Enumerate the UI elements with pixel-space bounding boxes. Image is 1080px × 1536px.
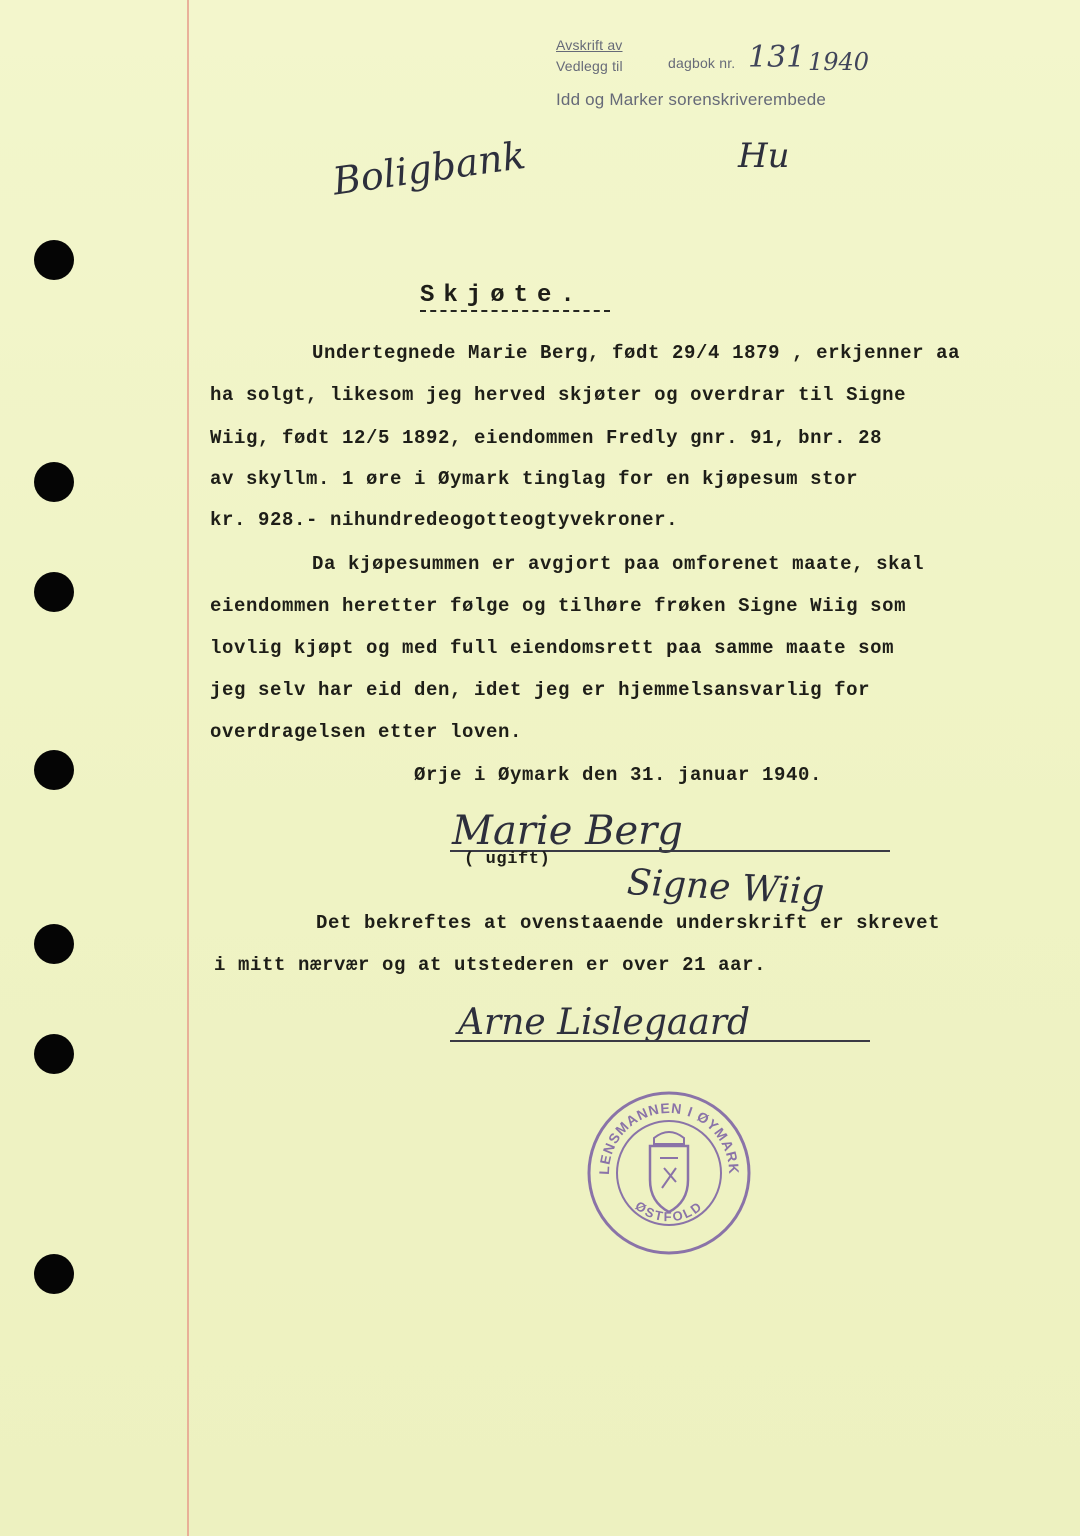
paragraph-line: jeg selv har eid den, idet jeg er hjemmelsansvarlig for — [210, 679, 871, 701]
margin-line — [187, 0, 189, 1536]
margin-note-right: Hu — [738, 136, 790, 176]
punch-hole — [34, 462, 74, 502]
signature-seller: Marie Berg — [452, 808, 683, 854]
witness-signature-line — [450, 1040, 870, 1042]
punch-hole — [34, 572, 74, 612]
stamp-avskrift: Avskrift av — [556, 37, 623, 53]
margin-note-left: Boligbank — [330, 133, 529, 204]
paragraph-line: eiendommen heretter følge og tilhøre frøken Signe Wiig som — [210, 595, 907, 617]
stamp-dagbok-number: 131 — [748, 40, 806, 75]
punch-hole — [34, 1254, 74, 1294]
stamp-court: Idd og Marker sorenskriverembede — [556, 90, 827, 109]
paragraph-line: av skyllm. 1 øre i Øymark tinglag for en kjøpesum stor — [210, 468, 859, 490]
punch-hole — [34, 1034, 74, 1074]
punch-hole — [34, 924, 74, 964]
title-underline — [420, 310, 610, 312]
official-seal — [584, 1088, 754, 1258]
paragraph-line: Wiig, født 12/5 1892, eiendommen Fredly gnr. 91, bnr. 28 — [210, 427, 883, 449]
paragraph-line: Da kjøpesummen er avgjort paa omforenet maate, skal — [312, 553, 925, 575]
attestation-line: Det bekreftes at ovenstaaende underskrift er skrevet — [316, 912, 941, 934]
paragraph-line: lovlig kjøpt og med full eiendomsrett paa samme maate som — [210, 637, 895, 659]
paragraph-line: ha solgt, likesom jeg herved skjøter og overdrar til Signe — [210, 384, 907, 406]
stamp-vedlegg: Vedlegg til — [556, 58, 623, 74]
stamp-dagbok-label: dagbok nr. — [668, 55, 736, 71]
coat-of-arms-icon — [650, 1132, 688, 1212]
attestation-line: i mitt nærvær og at utstederen er over 21 aar. — [214, 954, 767, 976]
ugift-note: ( ugift) — [464, 850, 551, 869]
signature-buyer: Signe Wiig — [625, 862, 826, 914]
paragraph-line: overdragelsen etter loven. — [210, 721, 523, 743]
stamp-year: 1940 — [808, 48, 870, 76]
document-title: Skjøte. — [420, 282, 584, 309]
seal-text-top: LENSMANNEN I ØYMARK — [595, 1099, 743, 1176]
paragraph-line: Undertegnede Marie Berg, født 29/4 1879 , erkjenner aa — [312, 342, 961, 364]
place-date: Ørje i Øymark den 31. januar 1940. — [414, 764, 823, 786]
paragraph-line: kr. 928.- nihundredeogotteogtyvekroner. — [210, 509, 679, 531]
punch-hole — [34, 240, 74, 280]
seal-text-bottom: ØSTFOLD — [632, 1197, 706, 1225]
punch-hole — [34, 750, 74, 790]
signature-witness: Arne Lislegaard — [458, 1002, 751, 1043]
